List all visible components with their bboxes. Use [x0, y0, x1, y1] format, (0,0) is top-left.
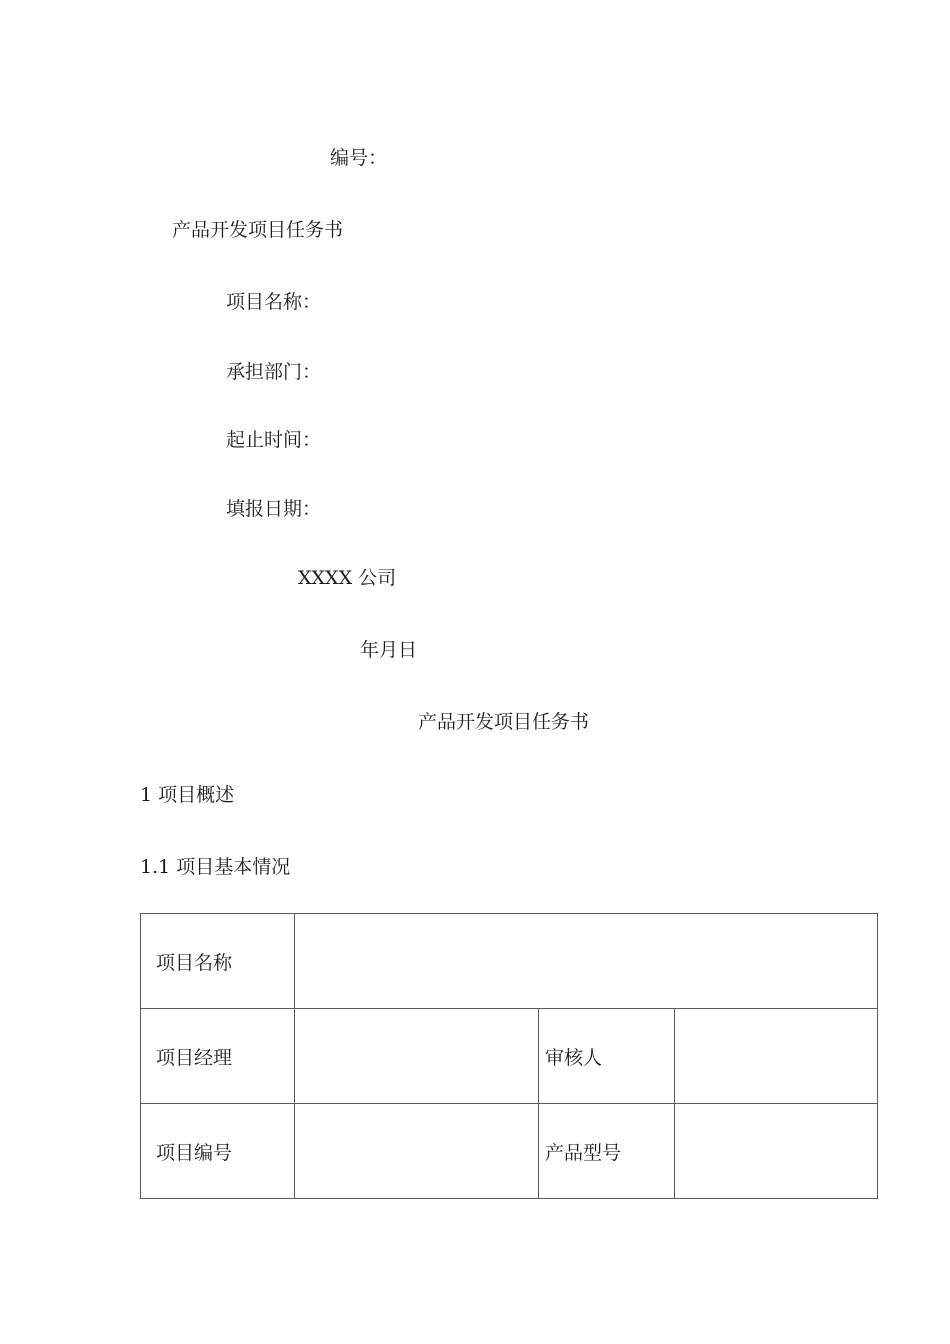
table-row [141, 1104, 878, 1199]
date-line: 年月日 [360, 639, 418, 661]
cover-title: 产品开发项目任务书 [172, 219, 344, 241]
product-model-value[interactable] [675, 1104, 878, 1199]
cover-field-project-name: 项目名称： [226, 291, 322, 313]
company-name: XXXX 公司 [298, 567, 397, 589]
project-info-table [140, 913, 878, 1199]
project-number-label: 项目编号 [141, 1104, 295, 1199]
document-title: 产品开发项目任务书 [418, 711, 590, 733]
table-row [141, 914, 878, 1009]
cover-field-department: 承担部门： [226, 361, 322, 383]
section-heading-overview: 1 项目概述 [140, 784, 235, 806]
document-number-label: 编号： [330, 147, 388, 169]
project-manager-label: 项目经理 [141, 1009, 295, 1104]
product-model-label: 产品型号 [539, 1104, 675, 1199]
reviewer-label: 审核人 [539, 1009, 675, 1104]
section-heading-basic-info: 1.1 项目基本情况 [140, 856, 291, 878]
table-row [141, 1009, 878, 1104]
cover-field-period: 起止时间： [226, 429, 322, 451]
project-manager-value[interactable] [295, 1009, 539, 1104]
project-name-label: 项目名称 [141, 914, 295, 1009]
project-name-value[interactable] [295, 914, 878, 1009]
project-number-value[interactable] [295, 1104, 539, 1199]
reviewer-value[interactable] [675, 1009, 878, 1104]
cover-field-fill-date: 填报日期： [226, 498, 322, 520]
